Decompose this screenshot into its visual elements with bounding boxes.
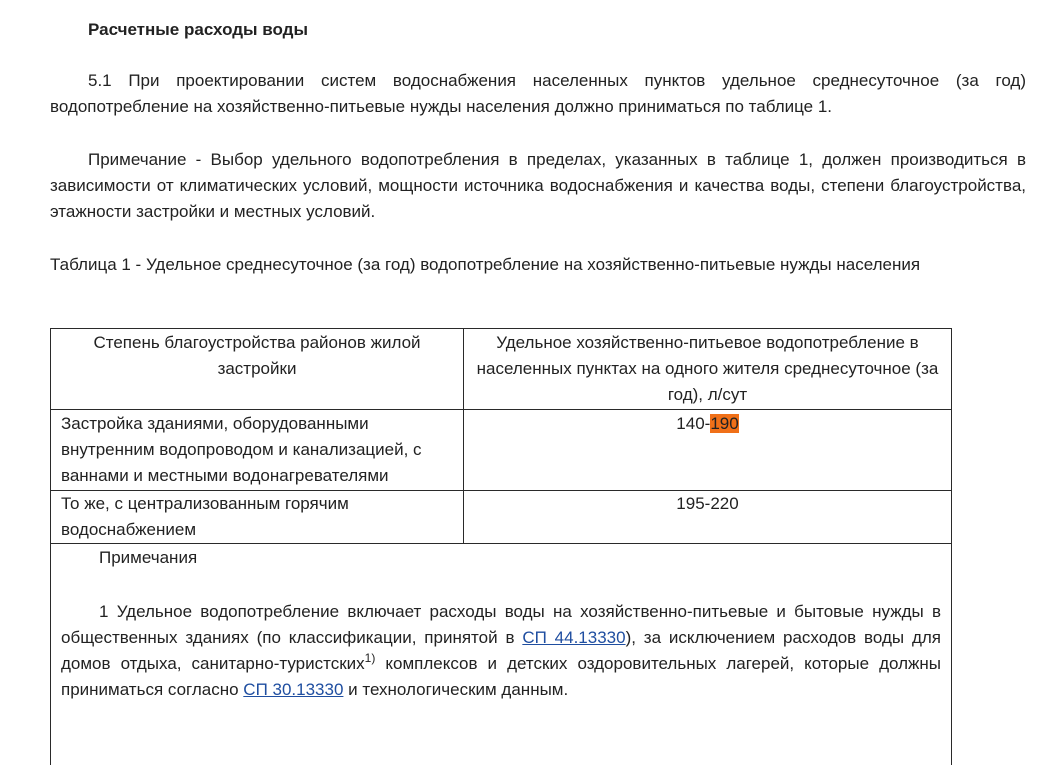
note-1-text: 1 Удельное водопотребление включает расходы воды на хозяйственно-питьевые и бытовые нужды в общественных зданиях (по классификации, принятой в (61, 602, 941, 647)
note-1 (61, 599, 941, 703)
note-1-text: и технологическим данным. (343, 680, 569, 699)
water-consumption-table (50, 328, 952, 765)
document-body (50, 17, 1026, 278)
table-notes-row (51, 544, 952, 766)
value-prefix: 140- (676, 414, 711, 433)
search-highlight: 190 (710, 414, 739, 433)
note-1-text: ), за исключением расходов воды для домов отдыха, санитарно-туристских (61, 628, 941, 673)
table-cell-label: То же, с централизованным горячим водоснабжением (51, 491, 464, 544)
section-title: Расчетные расходы воды (88, 20, 308, 39)
table-notes-cell (51, 544, 952, 766)
note-1-text: комплексов и детских оздоровительных лагерей, которые должны приниматься согласно (61, 654, 941, 699)
table-header-cell: Удельное хозяйственно-питьевое водопотребление в населенных пунктах на одного жителя среднесуточное (за год), л/сут (464, 329, 952, 410)
table-caption: Таблица 1 - Удельное среднесуточное (за год) водопотребление на хозяйственно-питьевые нужды населения (50, 255, 921, 274)
notes-title: Примечания (99, 548, 198, 567)
footnote-marker: 1) (364, 651, 376, 665)
table-cell-label: Застройка зданиями, оборудованными внутренним водопроводом и канализацией, с ваннами и местными водонагревателями (51, 410, 464, 491)
table-cell-value: 195-220 (464, 491, 952, 544)
table-header-cell: Степень благоустройства районов жилой застройки (51, 329, 464, 410)
table-cell-value (464, 410, 952, 491)
table-header-row (51, 329, 952, 410)
paragraph-5-1: 5.1 При проектировании систем водоснабжения населенных пунктов удельное среднесуточное (за год) водопотребление на хозяйственно-питьевые нужды населения должно приниматься по таблице 1. (50, 71, 1026, 116)
sp-30-link[interactable]: СП 30.13330 (243, 680, 344, 699)
sp-44-link[interactable]: СП 44.13330 (522, 628, 626, 647)
table-row (51, 410, 952, 491)
note-paragraph: Примечание - Выбор удельного водопотребления в пределах, указанных в таблице 1, должен производиться в зависимости от климатических условий, мощности источника водоснабжения и качества воды, степени благоустройства, этажности застройки и местных условий. (50, 150, 1026, 221)
table-row (51, 491, 952, 544)
